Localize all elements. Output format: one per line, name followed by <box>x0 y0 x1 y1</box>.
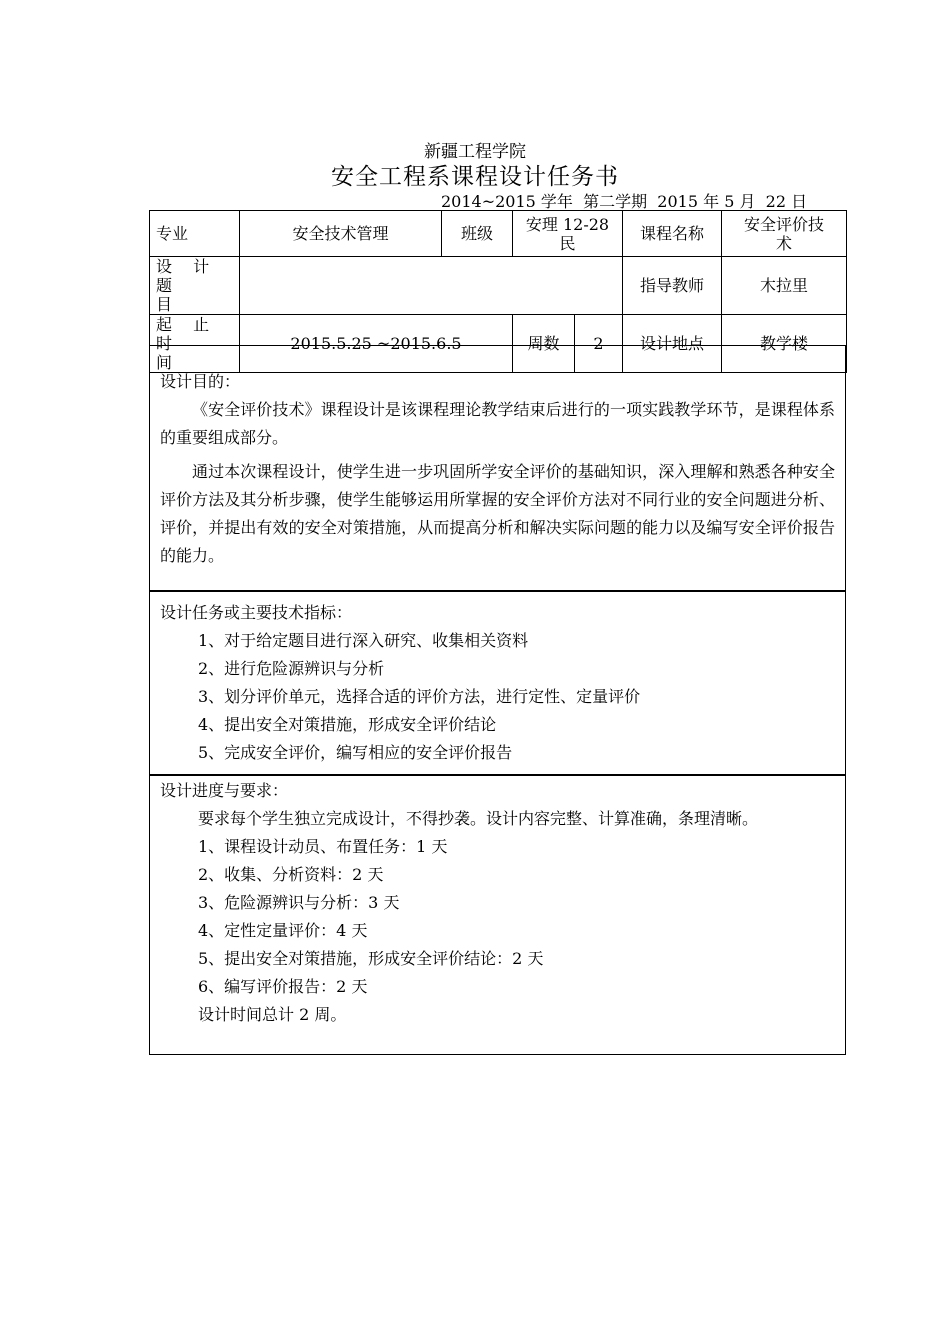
list-item: 2、进行危险源辨识与分析 <box>198 659 385 678</box>
list-item: 5、完成安全评价，编写相应的安全评价报告 <box>198 743 513 762</box>
schedule-intro: 要求每个学生独立完成设计，不得抄袭。设计内容完整、计算准确，条理清晰。 <box>198 809 759 828</box>
purpose-paragraph-2: 通过本次课程设计，使学生进一步巩固所学安全评价的基础知识，深入理解和熟悉各种安全评价方法及其分析步骤，使学生能够运用所掌握的安全评价方法对不同行业的安全问题进分析、评价，并提出有效的安全对策措施，从而提高分析和解决实际问题的能力以及编写安全评价报告的能力。 <box>160 462 835 565</box>
location-value: 教学楼 <box>722 315 847 373</box>
list-item: 3、危险源辨识与分析：3 天 <box>198 893 400 912</box>
location-label: 设计地点 <box>623 315 722 373</box>
class-value: 安理 12-28 民 <box>513 211 623 257</box>
list-item: 3、划分评价单元，选择合适的评价方法，进行定性、定量评价 <box>198 687 641 706</box>
purpose-heading: 设计目的： <box>160 372 241 391</box>
major-label: 专业 <box>150 211 240 257</box>
topic-value <box>240 257 623 315</box>
list-item: 4、定性定量评价：4 天 <box>198 921 368 940</box>
list-item: 1、对于给定题目进行深入研究、收集相关资料 <box>198 631 529 650</box>
topic-label: 设 计 题 目 <box>150 257 240 315</box>
course-value: 安全评价技 术 <box>722 211 847 257</box>
teacher-value: 木拉里 <box>722 257 847 315</box>
class-label: 班级 <box>442 211 513 257</box>
period-label: 起 止 时 间 <box>150 315 240 373</box>
list-item: 5、提出安全对策措施，形成安全评价结论：2 天 <box>198 949 544 968</box>
schedule-section <box>149 774 846 1055</box>
course-label: 课程名称 <box>623 211 722 257</box>
weeks-value: 2 <box>575 315 623 373</box>
list-item: 4、提出安全对策措施，形成安全评价结论 <box>198 715 497 734</box>
tasks-heading: 设计任务或主要技术指标： <box>160 603 353 622</box>
semester: 第二学期 <box>583 192 648 211</box>
date-prefix: 2015 年 5 月 <box>657 192 756 211</box>
weeks-label: 周数 <box>513 315 575 373</box>
major-value: 安全技术管理 <box>240 211 442 257</box>
document-title: 安全工程系课程设计任务书 <box>331 164 619 190</box>
school-name: 新疆工程学院 <box>424 142 526 162</box>
schedule-heading: 设计进度与要求： <box>160 781 289 800</box>
table-row <box>150 257 847 315</box>
period-value: 2015.5.25 ~2015.6.5 <box>240 315 513 373</box>
purpose-paragraph-1: 《安全评价技术》课程设计是该课程理论教学结束后进行的一项实践教学环节，是课程体系的重要组成部分。 <box>160 400 835 447</box>
purpose-section <box>149 345 846 592</box>
list-item: 2、收集、分析资料：2 天 <box>198 865 384 884</box>
date-day: 22 日 <box>765 192 808 211</box>
teacher-label: 指导教师 <box>623 257 722 315</box>
list-item: 6、编写评价报告：2 天 <box>198 977 368 996</box>
date-line <box>441 189 807 212</box>
tasks-section <box>149 590 846 776</box>
list-item: 1、课程设计动员、布置任务：1 天 <box>198 837 448 856</box>
schedule-total: 设计时间总计 2 周。 <box>198 1005 347 1024</box>
table-row <box>150 211 847 257</box>
academic-year: 2014~2015 学年 <box>441 192 573 211</box>
